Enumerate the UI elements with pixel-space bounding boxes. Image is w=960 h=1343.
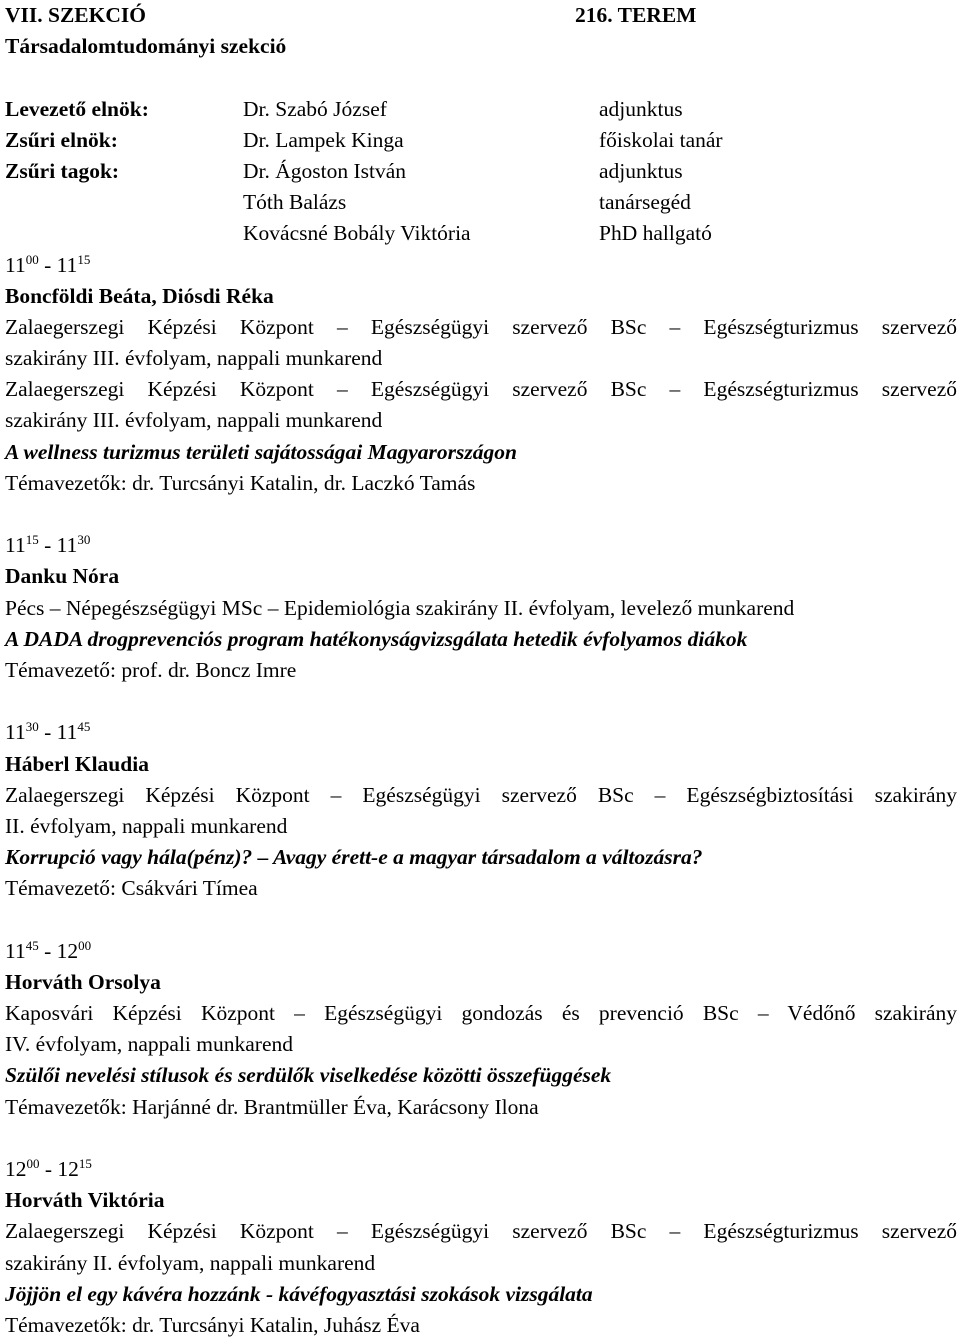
time-slot: $11^{45} - 12^{00}$: [5, 937, 92, 963]
committee-row: [5, 187, 957, 218]
committee-name: Dr. Lampek Kinga: [243, 127, 404, 152]
presenter-names: Boncföldi Beáta, Diósdi Réka: [5, 283, 274, 308]
time-start-hour: 11: [5, 938, 26, 963]
section-header: [5, 0, 957, 31]
committee-title: adjunktus: [599, 158, 683, 183]
presenter-names: Danku Nóra: [5, 564, 120, 589]
talk-title: A DADA drogprevenciós program hatékonyságvizsgálata hetedik évfolyamos diákok: [5, 626, 748, 651]
committee-role: Levezető elnök:: [5, 96, 149, 121]
committee-title: adjunktus: [599, 96, 683, 121]
committee-row: [5, 94, 957, 125]
affiliation-line: Pécs – Népegészségügyi MSc – Epidemiológia szakirány II. évfolyam, levelező munkarend: [5, 595, 795, 620]
time-start-hour: 11: [5, 720, 26, 745]
advisor-line: Témavezetők: dr. Turcsányi Katalin, dr. Laczkó Tamás: [5, 470, 476, 495]
time-end-minute: 00: [78, 937, 92, 953]
spacer: [5, 1123, 957, 1154]
affiliation-line: szakirány II. évfolyam, nappali munkarend: [5, 1250, 376, 1275]
talk-title: Jöjjön el egy kávéra hozzánk - kávéfogyasztási szokások vizsgálata: [5, 1281, 593, 1306]
presenter-names: Háberl Klaudia: [5, 751, 149, 776]
time-end-hour: 11: [56, 252, 78, 277]
time-end-minute: 30: [77, 532, 91, 548]
time-start-minute: 30: [25, 719, 39, 735]
section-subtitle-line: [5, 31, 957, 62]
time-start-minute: 00: [25, 251, 39, 267]
time-slot: $12^{00} - 12^{15}$: [5, 1155, 92, 1181]
affiliation-line: IV. évfolyam, nappali munkarend: [5, 1032, 293, 1057]
section-subtitle: Társadalomtudományi szekció: [5, 34, 287, 59]
room-label: 216. TEREM: [575, 3, 697, 27]
talk-title: A wellness turizmus területi sajátosságai Magyarországon: [5, 439, 517, 464]
affiliation-line: Kaposvári Képzési Központ – Egészségügyi gondozás és prevenció BSc – Védőnő szakirány: [5, 1001, 957, 1025]
time-start-minute: 00: [26, 1155, 40, 1171]
committee-name: Dr. Ágoston István: [243, 158, 407, 183]
time-slot: $11^{15} - 11^{30}$: [5, 532, 91, 558]
time-end-hour: 11: [56, 533, 78, 558]
affiliation-line: szakirány III. évfolyam, nappali munkarend: [5, 408, 383, 433]
committee-name: Kovácsné Bobály Viktória: [243, 221, 471, 246]
time-end-hour: 12: [56, 938, 79, 963]
committee-title: PhD hallgató: [599, 221, 712, 246]
talk-title: Korrupció vagy hála(pénz)? – Avagy érett-e a magyar társadalom a változásra?: [5, 845, 703, 870]
presenter-names: Horváth Viktória: [5, 1188, 165, 1213]
time-start-hour: 11: [5, 252, 26, 277]
affiliation-line: szakirány III. évfolyam, nappali munkarend: [5, 346, 383, 371]
advisor-line: Témavezetők: dr. Turcsányi Katalin, Juhász Éva: [5, 1312, 420, 1337]
affiliation-line: Zalaegerszegi Képzési Központ – Egészségügyi szervező BSc – Egészségturizmus szervező: [5, 1219, 957, 1244]
committee-name: Dr. Szabó József: [243, 96, 387, 121]
time-start-hour: 12: [5, 1156, 27, 1181]
committee-row: [5, 156, 957, 187]
spacer: [5, 499, 957, 530]
committee-role: Zsűri elnök:: [5, 127, 118, 152]
time-end-minute: 15: [78, 1155, 92, 1171]
time-slot: $11^{00} - 11^{15}$: [5, 251, 91, 277]
committee-row: [5, 218, 957, 249]
spacer: [5, 62, 957, 93]
time-end-hour: 12: [57, 1156, 79, 1181]
committee-title: főiskolai tanár: [599, 127, 723, 152]
time-start-hour: 11: [5, 533, 26, 558]
time-end-minute: 15: [77, 251, 91, 267]
affiliation-line: Zalaegerszegi Képzési Központ – Egészségügyi szervező BSc – Egészségturizmus szervező: [5, 314, 957, 339]
committee-row: [5, 125, 957, 156]
advisor-line: Témavezető: Csákvári Tímea: [5, 876, 258, 901]
document-page: [5, 0, 957, 1341]
advisor-line: Témavezető: prof. dr. Boncz Imre: [5, 657, 297, 682]
spacer: [5, 904, 957, 935]
affiliation-line: II. évfolyam, nappali munkarend: [5, 813, 288, 838]
spacer: [5, 686, 957, 717]
committee-role: Zsűri tagok:: [5, 158, 120, 183]
talk-title: Szülői nevelési stílusok és serdülők viselkedése közötti összefüggések: [5, 1063, 612, 1088]
presenter-names: Horváth Orsolya: [5, 969, 161, 994]
section-title: VII. SZEKCIÓ: [5, 3, 146, 27]
committee-title: tanársegéd: [599, 190, 691, 215]
time-end-hour: 11: [56, 720, 78, 745]
time-end-minute: 45: [77, 719, 91, 735]
time-start-minute: 15: [25, 532, 39, 548]
committee-name: Tóth Balázs: [243, 190, 347, 215]
affiliation-line: Zalaegerszegi Képzési Központ – Egészségügyi szervező BSc – Egészségturizmus szervező: [5, 377, 957, 402]
affiliation-line: Zalaegerszegi Képzési Központ – Egészségügyi szervező BSc – Egészségbiztosítási szakirány: [5, 782, 957, 807]
time-start-minute: 45: [25, 937, 39, 953]
time-slot: $11^{30} - 11^{45}$: [5, 719, 91, 745]
advisor-line: Témavezetők: Harjánné dr. Brantmüller Éva, Karácsony Ilona: [5, 1094, 539, 1119]
